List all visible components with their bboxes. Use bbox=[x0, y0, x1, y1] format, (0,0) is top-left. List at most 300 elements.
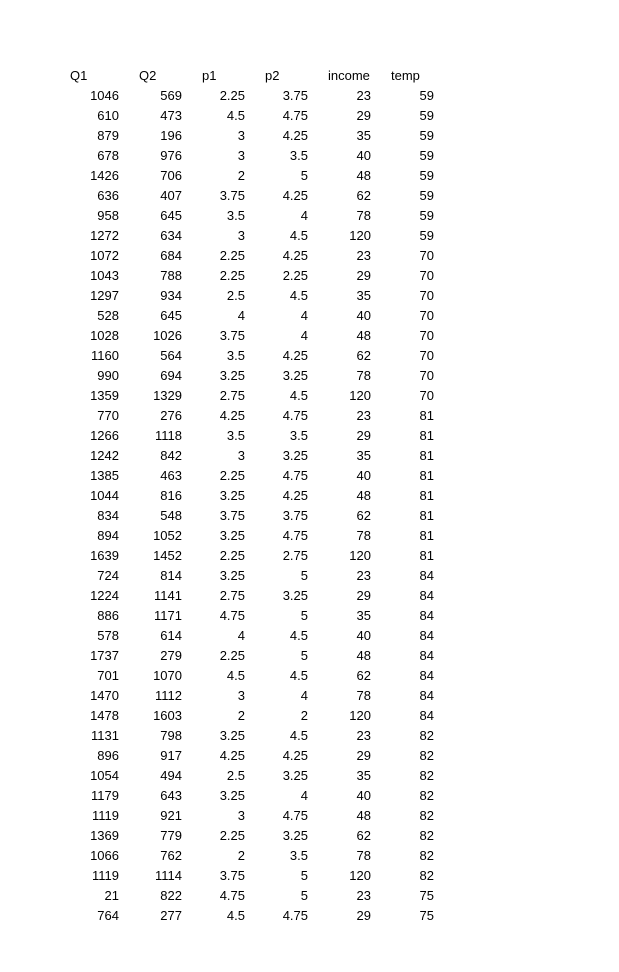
table-cell[interactable]: 2.25 bbox=[282, 268, 308, 283]
table-cell[interactable]: 84 bbox=[419, 628, 434, 643]
table-cell[interactable]: 40 bbox=[356, 468, 371, 483]
table-cell[interactable]: 5 bbox=[300, 568, 308, 583]
table-row bbox=[56, 226, 440, 246]
table-cell[interactable]: 4 bbox=[300, 788, 308, 803]
table-cell[interactable]: 4.5 bbox=[289, 388, 308, 403]
table-cell[interactable]: 1603 bbox=[153, 708, 182, 723]
table-cell[interactable]: 4 bbox=[237, 628, 245, 643]
header-cell[interactable]: p1 bbox=[202, 68, 217, 83]
table-cell[interactable]: 494 bbox=[160, 768, 182, 783]
table-cell[interactable]: 2.5 bbox=[226, 288, 245, 303]
table-cell[interactable]: 40 bbox=[356, 628, 371, 643]
table-cell[interactable]: 958 bbox=[97, 208, 119, 223]
table-row bbox=[56, 586, 440, 606]
table-cell[interactable]: 2.25 bbox=[219, 248, 245, 263]
table-cell[interactable]: 2.75 bbox=[219, 588, 245, 603]
table-cell[interactable]: 1114 bbox=[155, 868, 182, 883]
table-cell[interactable]: 578 bbox=[97, 628, 119, 643]
table-cell[interactable]: 2.75 bbox=[219, 388, 245, 403]
table-cell[interactable]: 2.25 bbox=[219, 548, 245, 563]
table-cell[interactable]: 3.25 bbox=[282, 828, 308, 843]
table-cell[interactable]: 120 bbox=[349, 228, 371, 243]
table-cell[interactable]: 75 bbox=[419, 888, 434, 903]
table-cell[interactable]: 1066 bbox=[90, 848, 119, 863]
table-cell[interactable]: 1054 bbox=[90, 768, 119, 783]
table-cell[interactable]: 3.25 bbox=[219, 728, 245, 743]
table-cell[interactable]: 921 bbox=[160, 808, 182, 823]
table-row bbox=[56, 126, 440, 146]
table-row bbox=[56, 466, 440, 486]
table-cell[interactable]: 4.5 bbox=[289, 228, 308, 243]
table-cell[interactable]: 4 bbox=[300, 328, 308, 343]
table-cell[interactable]: 3.5 bbox=[226, 348, 245, 363]
table-cell[interactable]: 1112 bbox=[155, 688, 182, 703]
table-cell[interactable]: 694 bbox=[160, 368, 182, 383]
table-cell[interactable]: 82 bbox=[419, 728, 434, 743]
table-cell[interactable]: 59 bbox=[419, 88, 434, 103]
table-cell[interactable]: 842 bbox=[160, 448, 182, 463]
table-cell[interactable]: 1044 bbox=[90, 488, 119, 503]
table-row bbox=[56, 486, 440, 506]
table-cell[interactable]: 3.25 bbox=[282, 588, 308, 603]
table-cell[interactable]: 4.25 bbox=[219, 748, 245, 763]
table-row bbox=[56, 306, 440, 326]
table-cell[interactable]: 1043 bbox=[90, 268, 119, 283]
table-cell[interactable]: 29 bbox=[356, 428, 371, 443]
table-cell[interactable]: 1171 bbox=[154, 608, 182, 623]
table-cell[interactable]: 70 bbox=[419, 288, 434, 303]
table-cell[interactable]: 463 bbox=[160, 468, 182, 483]
table-cell[interactable]: 62 bbox=[356, 668, 371, 683]
table-cell[interactable]: 59 bbox=[419, 228, 434, 243]
table-cell[interactable]: 120 bbox=[349, 388, 371, 403]
table-cell[interactable]: 528 bbox=[97, 308, 119, 323]
table-cell[interactable]: 762 bbox=[160, 848, 182, 863]
table-cell[interactable]: 70 bbox=[419, 368, 434, 383]
table-cell[interactable]: 279 bbox=[160, 648, 182, 663]
table-cell[interactable]: 82 bbox=[419, 828, 434, 843]
table-cell[interactable]: 610 bbox=[97, 108, 119, 123]
table-cell[interactable]: 1297 bbox=[90, 288, 119, 303]
table-cell[interactable]: 3 bbox=[237, 148, 245, 163]
table-row bbox=[56, 366, 440, 386]
table-cell[interactable]: 4 bbox=[300, 308, 308, 323]
table-row bbox=[56, 706, 440, 726]
table-row bbox=[56, 806, 440, 826]
table-cell[interactable]: 4.5 bbox=[289, 628, 308, 643]
table-cell[interactable]: 62 bbox=[356, 508, 371, 523]
table-cell[interactable]: 4.5 bbox=[226, 668, 245, 683]
table-cell[interactable]: 82 bbox=[419, 748, 434, 763]
table-cell[interactable]: 1052 bbox=[153, 528, 182, 543]
table-cell[interactable]: 1072 bbox=[90, 248, 119, 263]
table-cell[interactable]: 473 bbox=[160, 108, 182, 123]
table-cell[interactable]: 1119 bbox=[92, 808, 119, 823]
table-cell[interactable]: 84 bbox=[419, 648, 434, 663]
table-cell[interactable]: 3.5 bbox=[289, 848, 308, 863]
table-cell[interactable]: 2.25 bbox=[219, 268, 245, 283]
table-row bbox=[56, 186, 440, 206]
table-cell[interactable]: 81 bbox=[419, 548, 434, 563]
table-cell[interactable]: 724 bbox=[97, 568, 119, 583]
table-cell[interactable]: 3.25 bbox=[219, 368, 245, 383]
table-cell[interactable]: 4.75 bbox=[282, 528, 308, 543]
table-cell[interactable]: 1329 bbox=[153, 388, 182, 403]
header-row bbox=[56, 66, 440, 86]
table-cell[interactable]: 81 bbox=[419, 488, 434, 503]
table-row bbox=[56, 106, 440, 126]
table-cell[interactable]: 1028 bbox=[90, 328, 119, 343]
table-cell[interactable]: 78 bbox=[356, 688, 371, 703]
table-cell[interactable]: 4.5 bbox=[289, 668, 308, 683]
table-cell[interactable]: 70 bbox=[419, 248, 434, 263]
table-cell[interactable]: 40 bbox=[356, 308, 371, 323]
table-cell[interactable]: 70 bbox=[419, 268, 434, 283]
table-cell[interactable]: 70 bbox=[419, 328, 434, 343]
table-cell[interactable]: 120 bbox=[349, 868, 371, 883]
table-cell[interactable]: 70 bbox=[419, 308, 434, 323]
table-cell[interactable]: 23 bbox=[356, 728, 371, 743]
table-cell[interactable]: 29 bbox=[356, 748, 371, 763]
table-cell[interactable]: 816 bbox=[160, 488, 182, 503]
table-row bbox=[56, 406, 440, 426]
table-cell[interactable]: 84 bbox=[419, 708, 434, 723]
table-cell[interactable]: 84 bbox=[419, 568, 434, 583]
table-cell[interactable]: 21 bbox=[104, 888, 119, 903]
table-cell[interactable]: 3.25 bbox=[219, 568, 245, 583]
table-cell[interactable]: 82 bbox=[419, 768, 434, 783]
table-cell[interactable]: 2.5 bbox=[226, 768, 245, 783]
table-cell[interactable]: 48 bbox=[356, 168, 371, 183]
header-cell[interactable]: income bbox=[328, 68, 370, 83]
table-cell[interactable]: 3.25 bbox=[219, 528, 245, 543]
table-cell[interactable]: 4.75 bbox=[282, 408, 308, 423]
table-row bbox=[56, 246, 440, 266]
table-cell[interactable]: 3 bbox=[237, 448, 245, 463]
table-cell[interactable]: 48 bbox=[356, 648, 371, 663]
table-cell[interactable]: 3.25 bbox=[282, 368, 308, 383]
table-cell[interactable]: 5 bbox=[300, 868, 308, 883]
table-row bbox=[56, 86, 440, 106]
table-cell[interactable]: 40 bbox=[356, 788, 371, 803]
table-cell[interactable]: 1046 bbox=[90, 88, 119, 103]
table-cell[interactable]: 1266 bbox=[90, 428, 119, 443]
table-cell[interactable]: 1242 bbox=[90, 448, 119, 463]
table-cell[interactable]: 2 bbox=[237, 168, 245, 183]
table-row bbox=[56, 426, 440, 446]
table-cell[interactable]: 59 bbox=[419, 168, 434, 183]
table-row bbox=[56, 606, 440, 626]
table-row bbox=[56, 726, 440, 746]
table-cell[interactable]: 62 bbox=[356, 828, 371, 843]
table-cell[interactable]: 614 bbox=[160, 628, 182, 643]
table-cell[interactable]: 4.5 bbox=[226, 108, 245, 123]
table-cell[interactable]: 701 bbox=[97, 668, 119, 683]
table-cell[interactable]: 276 bbox=[160, 408, 182, 423]
table-cell[interactable]: 1026 bbox=[153, 328, 182, 343]
table-cell[interactable]: 3.5 bbox=[289, 428, 308, 443]
table-cell[interactable]: 1272 bbox=[90, 228, 119, 243]
table-cell[interactable]: 1452 bbox=[153, 548, 182, 563]
table-cell[interactable]: 3.75 bbox=[282, 88, 308, 103]
table-cell[interactable]: 48 bbox=[356, 328, 371, 343]
table-row bbox=[56, 506, 440, 526]
table-cell[interactable]: 564 bbox=[160, 348, 182, 363]
table-cell[interactable]: 548 bbox=[160, 508, 182, 523]
table-cell[interactable]: 81 bbox=[419, 428, 434, 443]
table-cell[interactable]: 1160 bbox=[91, 348, 119, 363]
table-cell[interactable]: 5 bbox=[300, 888, 308, 903]
table-cell[interactable]: 4 bbox=[300, 688, 308, 703]
table-cell[interactable]: 1179 bbox=[91, 788, 119, 803]
table-cell[interactable]: 636 bbox=[97, 188, 119, 203]
table-cell[interactable]: 2.25 bbox=[219, 468, 245, 483]
table-cell[interactable]: 23 bbox=[356, 568, 371, 583]
table-cell[interactable]: 35 bbox=[356, 128, 371, 143]
table-row bbox=[56, 266, 440, 286]
table-cell[interactable]: 3 bbox=[237, 688, 245, 703]
table-cell[interactable]: 1131 bbox=[91, 728, 119, 743]
table-cell[interactable]: 120 bbox=[349, 708, 371, 723]
table-cell[interactable]: 1359 bbox=[90, 388, 119, 403]
table-cell[interactable]: 59 bbox=[419, 128, 434, 143]
header-cell[interactable]: Q1 bbox=[70, 68, 88, 83]
table-row bbox=[56, 166, 440, 186]
table-cell[interactable]: 5 bbox=[300, 608, 308, 623]
table-cell[interactable]: 3.5 bbox=[226, 428, 245, 443]
table-cell[interactable]: 706 bbox=[160, 168, 182, 183]
table-cell[interactable]: 822 bbox=[160, 888, 182, 903]
table-cell[interactable]: 3.75 bbox=[219, 188, 245, 203]
table-cell[interactable]: 917 bbox=[160, 748, 182, 763]
table-cell[interactable]: 678 bbox=[97, 148, 119, 163]
table-cell[interactable]: 2 bbox=[237, 848, 245, 863]
table-cell[interactable]: 3 bbox=[237, 128, 245, 143]
table-cell[interactable]: 2 bbox=[237, 708, 245, 723]
table-cell[interactable]: 764 bbox=[97, 908, 119, 923]
table-cell[interactable]: 78 bbox=[356, 848, 371, 863]
table-cell[interactable]: 4.75 bbox=[219, 608, 245, 623]
table-cell[interactable]: 2.25 bbox=[219, 88, 245, 103]
table-cell[interactable]: 4.25 bbox=[282, 128, 308, 143]
table-row bbox=[56, 826, 440, 846]
table-cell[interactable]: 4.5 bbox=[289, 728, 308, 743]
table-cell[interactable]: 1070 bbox=[153, 668, 182, 683]
table-cell[interactable]: 2.25 bbox=[219, 648, 245, 663]
table-cell[interactable]: 35 bbox=[356, 288, 371, 303]
table-cell[interactable]: 3 bbox=[237, 228, 245, 243]
table-row bbox=[56, 546, 440, 566]
table-cell[interactable]: 3.75 bbox=[219, 328, 245, 343]
table-cell[interactable]: 196 bbox=[160, 128, 182, 143]
table-cell[interactable]: 78 bbox=[356, 528, 371, 543]
table-row bbox=[56, 146, 440, 166]
table-cell[interactable]: 894 bbox=[97, 528, 119, 543]
table-cell[interactable]: 4.25 bbox=[219, 408, 245, 423]
table-cell[interactable]: 1119 bbox=[92, 868, 119, 883]
header-cell[interactable]: p2 bbox=[265, 68, 280, 83]
table-cell[interactable]: 5 bbox=[300, 648, 308, 663]
table-cell[interactable]: 4.25 bbox=[282, 248, 308, 263]
table-cell[interactable]: 1470 bbox=[90, 688, 119, 703]
table-cell[interactable]: 84 bbox=[419, 668, 434, 683]
table-cell[interactable]: 407 bbox=[160, 188, 182, 203]
table-row bbox=[56, 846, 440, 866]
table-cell[interactable]: 1141 bbox=[154, 588, 182, 603]
table-row bbox=[56, 286, 440, 306]
table-cell[interactable]: 35 bbox=[356, 768, 371, 783]
table-cell[interactable]: 62 bbox=[356, 348, 371, 363]
table-cell[interactable]: 4.75 bbox=[282, 808, 308, 823]
table-cell[interactable]: 82 bbox=[419, 788, 434, 803]
table-row bbox=[56, 326, 440, 346]
table-cell[interactable]: 82 bbox=[419, 808, 434, 823]
header-cell[interactable]: temp bbox=[391, 68, 420, 83]
table-cell[interactable]: 2 bbox=[300, 708, 308, 723]
table-cell[interactable]: 4.75 bbox=[219, 888, 245, 903]
table-cell[interactable]: 3.75 bbox=[282, 508, 308, 523]
table-cell[interactable]: 1639 bbox=[90, 548, 119, 563]
table-cell[interactable]: 5 bbox=[300, 168, 308, 183]
table-cell[interactable]: 645 bbox=[160, 308, 182, 323]
table-cell[interactable]: 3.5 bbox=[226, 208, 245, 223]
table-cell[interactable]: 29 bbox=[356, 908, 371, 923]
table-row bbox=[56, 686, 440, 706]
table-cell[interactable]: 3.25 bbox=[282, 448, 308, 463]
table-row bbox=[56, 766, 440, 786]
table-cell[interactable]: 70 bbox=[419, 388, 434, 403]
table-cell[interactable]: 29 bbox=[356, 108, 371, 123]
table-row bbox=[56, 446, 440, 466]
table-cell[interactable]: 1224 bbox=[90, 588, 119, 603]
table-row bbox=[56, 786, 440, 806]
table-cell[interactable]: 1385 bbox=[90, 468, 119, 483]
table-cell[interactable]: 4.75 bbox=[282, 468, 308, 483]
table-cell[interactable]: 84 bbox=[419, 608, 434, 623]
table-cell[interactable]: 798 bbox=[160, 728, 182, 743]
table-cell[interactable]: 59 bbox=[419, 208, 434, 223]
table-cell[interactable]: 82 bbox=[419, 848, 434, 863]
table-cell[interactable]: 645 bbox=[160, 208, 182, 223]
table-cell[interactable]: 3.5 bbox=[289, 148, 308, 163]
table-cell[interactable]: 3.25 bbox=[282, 768, 308, 783]
table-cell[interactable]: 896 bbox=[97, 748, 119, 763]
table-cell[interactable]: 643 bbox=[160, 788, 182, 803]
table-row bbox=[56, 906, 440, 926]
table-cell[interactable]: 976 bbox=[160, 148, 182, 163]
table-cell[interactable]: 75 bbox=[419, 908, 434, 923]
table-cell[interactable]: 1478 bbox=[90, 708, 119, 723]
table-cell[interactable]: 3.75 bbox=[219, 868, 245, 883]
table-cell[interactable]: 779 bbox=[160, 828, 182, 843]
table-cell[interactable]: 1369 bbox=[90, 828, 119, 843]
table-cell[interactable]: 1118 bbox=[155, 428, 182, 443]
table-cell[interactable]: 3.25 bbox=[219, 488, 245, 503]
table-cell[interactable]: 634 bbox=[160, 228, 182, 243]
table-cell[interactable]: 879 bbox=[97, 128, 119, 143]
table-cell[interactable]: 40 bbox=[356, 148, 371, 163]
table-cell[interactable]: 770 bbox=[97, 408, 119, 423]
table-cell[interactable]: 788 bbox=[160, 268, 182, 283]
table-row bbox=[56, 206, 440, 226]
table-cell[interactable]: 59 bbox=[419, 148, 434, 163]
table-cell[interactable]: 35 bbox=[356, 448, 371, 463]
table-cell[interactable]: 23 bbox=[356, 888, 371, 903]
table-cell[interactable]: 684 bbox=[160, 248, 182, 263]
table-cell[interactable]: 4.25 bbox=[282, 748, 308, 763]
table-cell[interactable]: 81 bbox=[419, 528, 434, 543]
table-cell[interactable]: 934 bbox=[160, 288, 182, 303]
table-cell[interactable]: 3.75 bbox=[219, 508, 245, 523]
table-cell[interactable]: 78 bbox=[356, 368, 371, 383]
table-row bbox=[56, 346, 440, 366]
table-cell[interactable]: 35 bbox=[356, 608, 371, 623]
table-cell[interactable]: 1426 bbox=[90, 168, 119, 183]
table-cell[interactable]: 84 bbox=[419, 588, 434, 603]
table-cell[interactable]: 4 bbox=[237, 308, 245, 323]
table-cell[interactable]: 48 bbox=[356, 488, 371, 503]
table-cell[interactable]: 4.75 bbox=[282, 108, 308, 123]
table-cell[interactable]: 4.25 bbox=[282, 348, 308, 363]
table-cell[interactable]: 834 bbox=[97, 508, 119, 523]
table-cell[interactable]: 120 bbox=[349, 548, 371, 563]
table-cell[interactable]: 84 bbox=[419, 688, 434, 703]
table-cell[interactable]: 2.75 bbox=[282, 548, 308, 563]
table-cell[interactable]: 4.5 bbox=[226, 908, 245, 923]
table-cell[interactable]: 277 bbox=[160, 908, 182, 923]
table-row bbox=[56, 886, 440, 906]
table-cell[interactable]: 48 bbox=[356, 808, 371, 823]
table-cell[interactable]: 29 bbox=[356, 268, 371, 283]
table-cell[interactable]: 82 bbox=[419, 868, 434, 883]
table-row bbox=[56, 386, 440, 406]
table-cell[interactable]: 4.5 bbox=[289, 288, 308, 303]
table-cell[interactable]: 4.75 bbox=[282, 908, 308, 923]
table-cell[interactable]: 29 bbox=[356, 588, 371, 603]
table-cell[interactable]: 59 bbox=[419, 188, 434, 203]
table-cell[interactable]: 3.25 bbox=[219, 788, 245, 803]
header-cell[interactable]: Q2 bbox=[139, 68, 157, 83]
data-table bbox=[56, 66, 440, 926]
table-cell[interactable]: 569 bbox=[160, 88, 182, 103]
table-cell[interactable]: 886 bbox=[97, 608, 119, 623]
table-cell[interactable]: 62 bbox=[356, 188, 371, 203]
table-cell[interactable]: 70 bbox=[419, 348, 434, 363]
table-cell[interactable]: 990 bbox=[97, 368, 119, 383]
table-cell[interactable]: 81 bbox=[419, 508, 434, 523]
table-cell[interactable]: 1737 bbox=[90, 648, 119, 663]
table-cell[interactable]: 81 bbox=[419, 408, 434, 423]
table-cell[interactable]: 23 bbox=[356, 248, 371, 263]
table-cell[interactable]: 4.25 bbox=[282, 488, 308, 503]
table-row bbox=[56, 626, 440, 646]
table-cell[interactable]: 4.25 bbox=[282, 188, 308, 203]
table-row bbox=[56, 526, 440, 546]
table-row bbox=[56, 666, 440, 686]
table-cell[interactable]: 3 bbox=[237, 808, 245, 823]
table-cell[interactable]: 814 bbox=[160, 568, 182, 583]
table-cell[interactable]: 59 bbox=[419, 108, 434, 123]
table-cell[interactable]: 23 bbox=[356, 88, 371, 103]
table-cell[interactable]: 23 bbox=[356, 408, 371, 423]
table-cell[interactable]: 78 bbox=[356, 208, 371, 223]
table-cell[interactable]: 81 bbox=[419, 468, 434, 483]
table-cell[interactable]: 4 bbox=[300, 208, 308, 223]
table-row bbox=[56, 866, 440, 886]
table-cell[interactable]: 2.25 bbox=[219, 828, 245, 843]
table-row bbox=[56, 746, 440, 766]
table-cell[interactable]: 81 bbox=[419, 448, 434, 463]
